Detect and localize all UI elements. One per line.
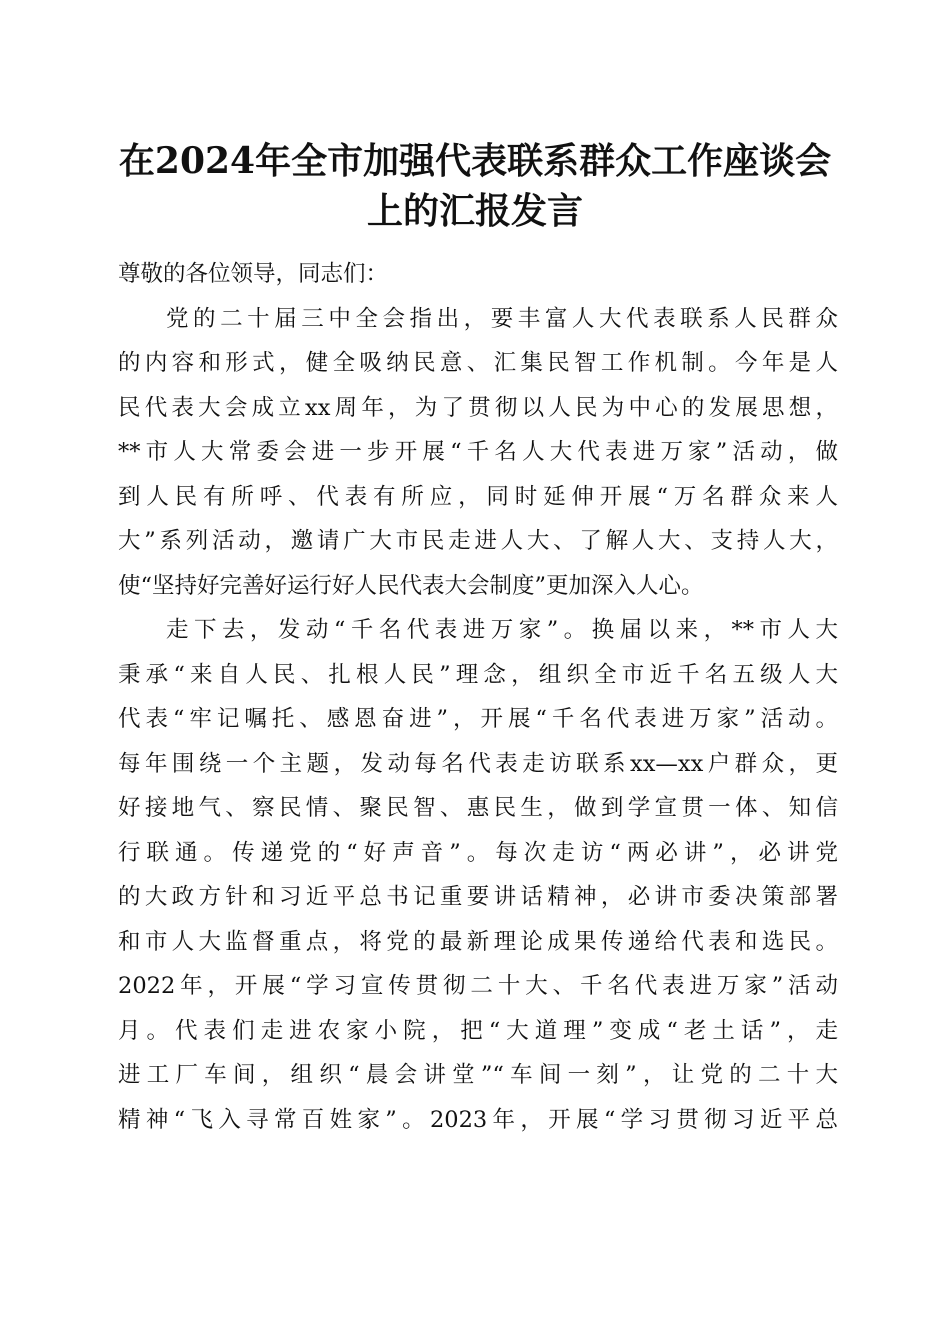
paragraph-line: 精神“飞入寻常百姓家”。2023年，开展“学习贯彻习近平总 (118, 1106, 838, 1133)
paragraph-line: 的大政方针和习近平总书记重要讲话精神，必讲市委决策部署 (118, 884, 838, 910)
title-line-1: 在2024年全市加强代表联系群众工作座谈会 (118, 140, 832, 182)
paragraph-line: 到人民有所呼、代表有所应，同时延伸开展“万名群众来人 (118, 483, 838, 510)
paragraph-line: 党的二十届三中全会指出，要丰富人大代表联系人民群众 (166, 305, 838, 332)
paragraph-line: 的内容和形式，健全吸纳民意、汇集民智工作机制。今年是人 (118, 350, 838, 376)
paragraph-line: 好接地气、察民情、聚民智、惠民生，做到学宣贯一体、知信 (118, 795, 838, 821)
paragraph-line: 2022年，开展“学习宣传贯彻二十大、千名代表进万家”活动 (118, 973, 838, 999)
paragraph-line: 秉承“来自人民、扎根人民”理念，组织全市近千名五级人大 (118, 661, 838, 688)
paragraph-line: 使“坚持好完善好运行好人民代表大会制度”更加深入人心。 (118, 572, 704, 599)
document-body (118, 252, 838, 1142)
salutation: 尊敬的各位领导，同志们： (118, 261, 389, 287)
paragraph-1 (118, 297, 838, 609)
paragraph-line: **市人大常委会进一步开展“千名人大代表进万家”活动，做 (118, 439, 838, 465)
paragraph-line: 月。代表们走进农家小院，把“大道理”变成“老土话”，走 (118, 1017, 838, 1044)
paragraph-2 (118, 608, 838, 1142)
paragraph-line: 和市人大监督重点，将党的最新理论成果传递给代表和选民。 (118, 928, 838, 955)
paragraph-line: 代表“牢记嘱托、感恩奋进”，开展“千名代表进万家”活动。 (118, 706, 838, 732)
paragraph-line: 进工厂车间，组织“晨会讲堂”“车间一刻”，让党的二十大 (118, 1062, 838, 1088)
paragraph-line: 行联通。传递党的“好声音”。每次走访“两必讲”，必讲党 (118, 839, 838, 866)
paragraph-line: 民代表大会成立xx周年，为了贯彻以人民为中心的发展思想， (118, 394, 838, 421)
title-line-2: 上的汇报发言 (366, 190, 583, 232)
paragraph-line: 每年围绕一个主题，发动每名代表走访联系xx—xx户群众，更 (118, 750, 838, 777)
paragraph-line: 走下去，发动“千名代表进万家”。换届以来，**市人大 (166, 617, 838, 643)
paragraph-line: 大”系列活动，邀请广大市民走进人大、了解人大、支持人大， (118, 528, 838, 554)
document-title (110, 136, 840, 236)
